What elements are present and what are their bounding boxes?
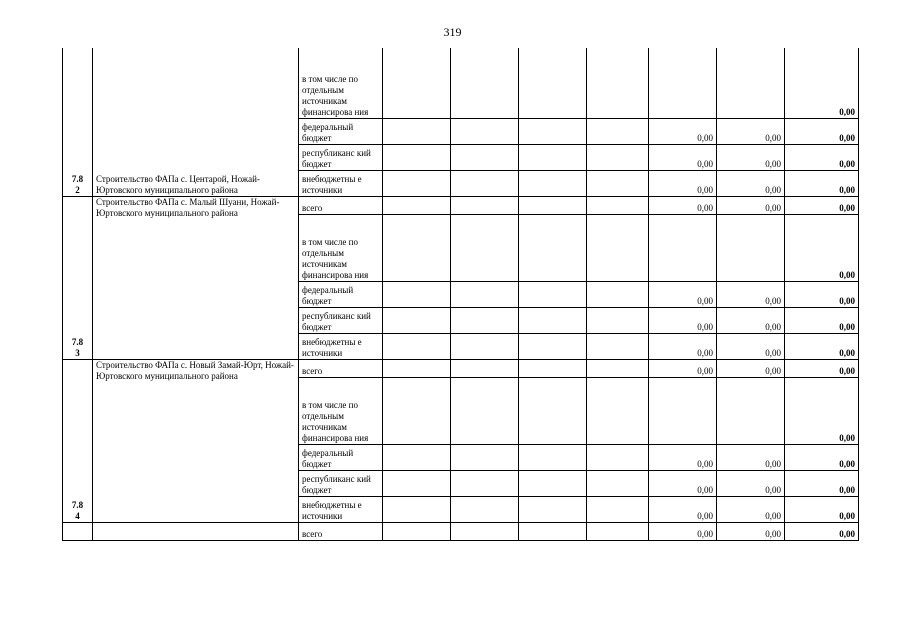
- value-cell: [717, 377, 785, 444]
- empty-cell: [519, 377, 587, 444]
- empty-cell: [451, 359, 519, 377]
- empty-cell: [383, 196, 451, 214]
- empty-cell: [383, 496, 451, 522]
- empty-cell: [383, 307, 451, 333]
- empty-cell: [519, 214, 587, 281]
- funding-source: внебюджетны е источники: [299, 170, 383, 196]
- empty-cell: [383, 170, 451, 196]
- empty-cell: [587, 444, 649, 470]
- table-row: [63, 522, 859, 540]
- empty-cell: [519, 48, 587, 118]
- total-cell: 0,00: [785, 307, 859, 333]
- value-cell: 0,00: [649, 496, 717, 522]
- empty-cell: [519, 333, 587, 359]
- funding-source: республиканс кий бюджет: [299, 470, 383, 496]
- funding-source: в том числе по отдельным источникам финансирова ния: [299, 214, 383, 281]
- empty-cell: [587, 377, 649, 444]
- value-cell: 0,00: [717, 470, 785, 496]
- empty-cell: [587, 170, 649, 196]
- empty-cell: [519, 144, 587, 170]
- row-number-text: 7.8 2: [71, 173, 84, 195]
- value-cell: 0,00: [717, 359, 785, 377]
- value-cell: 0,00: [649, 307, 717, 333]
- empty-cell: [587, 196, 649, 214]
- value-cell: 0,00: [717, 144, 785, 170]
- total-cell: 0,00: [785, 522, 859, 540]
- empty-cell: [587, 307, 649, 333]
- value-cell: 0,00: [717, 307, 785, 333]
- empty-cell: [587, 359, 649, 377]
- empty-cell: [383, 470, 451, 496]
- total-cell: 0,00: [785, 118, 859, 144]
- empty-cell: [587, 48, 649, 118]
- value-cell: 0,00: [649, 444, 717, 470]
- value-cell: 0,00: [649, 118, 717, 144]
- project-name: Строительство ФАПа с. Центарой, Ножай-Юртовского муниципального района: [93, 48, 299, 196]
- empty-cell: [451, 144, 519, 170]
- total-cell: 0,00: [785, 48, 859, 118]
- empty-cell: [383, 444, 451, 470]
- empty-cell: [383, 48, 451, 118]
- funding-source: всего: [299, 522, 383, 540]
- funding-source: республиканс кий бюджет: [299, 144, 383, 170]
- empty-cell: [519, 170, 587, 196]
- value-cell: 0,00: [717, 522, 785, 540]
- empty-cell: [519, 281, 587, 307]
- empty-cell: [383, 522, 451, 540]
- value-cell: [717, 214, 785, 281]
- table-row: [63, 196, 859, 214]
- empty-cell: [519, 470, 587, 496]
- empty-cell: [519, 522, 587, 540]
- funding-source: внебюджетны е источники: [299, 333, 383, 359]
- empty-cell: [451, 118, 519, 144]
- value-cell: 0,00: [717, 333, 785, 359]
- funding-source: федеральный бюджет: [299, 118, 383, 144]
- empty-cell: [451, 444, 519, 470]
- funding-source: республиканс кий бюджет: [299, 307, 383, 333]
- value-cell: 0,00: [717, 170, 785, 196]
- row-number-text: 7.8 4: [71, 499, 84, 521]
- table-row: [63, 359, 859, 377]
- empty-cell: [451, 170, 519, 196]
- total-cell: 0,00: [785, 496, 859, 522]
- value-cell: 0,00: [649, 281, 717, 307]
- empty-cell: [451, 496, 519, 522]
- funding-source: в том числе по отдельным источникам финансирова ния: [299, 377, 383, 444]
- empty-cell: [451, 48, 519, 118]
- total-cell: 0,00: [785, 144, 859, 170]
- empty-cell: [451, 307, 519, 333]
- value-cell: 0,00: [717, 118, 785, 144]
- project-name: [93, 522, 299, 540]
- financing-table: [62, 48, 859, 541]
- value-cell: [649, 214, 717, 281]
- empty-cell: [587, 522, 649, 540]
- funding-source: федеральный бюджет: [299, 281, 383, 307]
- value-cell: 0,00: [649, 196, 717, 214]
- empty-cell: [451, 377, 519, 444]
- row-number: [63, 522, 93, 540]
- row-number: [63, 359, 93, 522]
- empty-cell: [451, 214, 519, 281]
- total-cell: 0,00: [785, 359, 859, 377]
- value-cell: 0,00: [717, 444, 785, 470]
- empty-cell: [587, 118, 649, 144]
- empty-cell: [519, 444, 587, 470]
- empty-cell: [451, 470, 519, 496]
- empty-cell: [519, 118, 587, 144]
- total-cell: 0,00: [785, 444, 859, 470]
- row-number: [63, 196, 93, 359]
- empty-cell: [587, 281, 649, 307]
- value-cell: 0,00: [649, 522, 717, 540]
- funding-source: внебюджетны е источники: [299, 496, 383, 522]
- empty-cell: [383, 144, 451, 170]
- empty-cell: [519, 359, 587, 377]
- value-cell: 0,00: [649, 333, 717, 359]
- empty-cell: [383, 281, 451, 307]
- table-row: [63, 48, 859, 118]
- total-cell: 0,00: [785, 281, 859, 307]
- empty-cell: [383, 377, 451, 444]
- total-cell: 0,00: [785, 170, 859, 196]
- total-cell: 0,00: [785, 196, 859, 214]
- empty-cell: [383, 359, 451, 377]
- empty-cell: [587, 214, 649, 281]
- value-cell: 0,00: [717, 196, 785, 214]
- empty-cell: [519, 496, 587, 522]
- value-cell: 0,00: [649, 144, 717, 170]
- total-cell: 0,00: [785, 470, 859, 496]
- project-name: Строительство ФАПа с. Малый Шуани, Ножай-Юртовского муниципального района: [93, 196, 299, 359]
- row-number-text: 7.8 3: [71, 336, 84, 358]
- funding-source: всего: [299, 359, 383, 377]
- page-number: 319: [443, 25, 462, 39]
- value-cell: [649, 377, 717, 444]
- empty-cell: [451, 522, 519, 540]
- funding-source: всего: [299, 196, 383, 214]
- empty-cell: [383, 118, 451, 144]
- empty-cell: [451, 333, 519, 359]
- funding-source: федеральный бюджет: [299, 444, 383, 470]
- empty-cell: [383, 214, 451, 281]
- empty-cell: [451, 281, 519, 307]
- row-number: [63, 48, 93, 196]
- funding-source: в том числе по отдельным источникам финансирова ния: [299, 48, 383, 118]
- empty-cell: [519, 307, 587, 333]
- total-cell: 0,00: [785, 333, 859, 359]
- total-cell: 0,00: [785, 214, 859, 281]
- value-cell: 0,00: [649, 359, 717, 377]
- value-cell: 0,00: [717, 496, 785, 522]
- total-cell: 0,00: [785, 377, 859, 444]
- empty-cell: [587, 470, 649, 496]
- value-cell: 0,00: [649, 470, 717, 496]
- project-name: Строительство ФАПа с. Новый Замай-Юрт, Ножай-Юртовского муниципального района: [93, 359, 299, 522]
- value-cell: [649, 48, 717, 118]
- empty-cell: [587, 144, 649, 170]
- empty-cell: [519, 196, 587, 214]
- value-cell: 0,00: [649, 170, 717, 196]
- empty-cell: [383, 333, 451, 359]
- value-cell: [717, 48, 785, 118]
- value-cell: 0,00: [717, 281, 785, 307]
- empty-cell: [587, 496, 649, 522]
- empty-cell: [587, 333, 649, 359]
- empty-cell: [451, 196, 519, 214]
